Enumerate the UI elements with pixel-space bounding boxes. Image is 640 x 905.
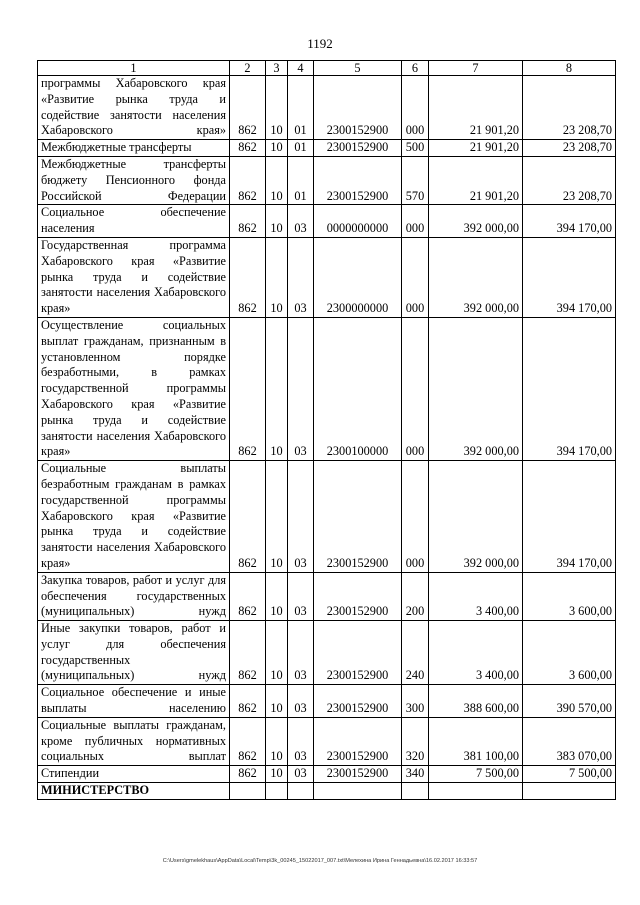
subsection-code: 03 (288, 317, 314, 460)
subsection-code: 03 (288, 461, 314, 573)
empty-cell (402, 783, 429, 800)
row-name: Государственная программа Хабаровского края «Развитие рынка труда и содействие занятости населения Хабаровского края» (38, 237, 230, 317)
column-header: 4 (288, 61, 314, 76)
amount-year-1: 388 600,00 (429, 685, 523, 718)
amount-year-2: 383 070,00 (523, 717, 616, 765)
expense-type-code: 000 (402, 461, 429, 573)
target-article-code: 2300152900 (314, 140, 402, 157)
column-header: 8 (523, 61, 616, 76)
amount-year-2: 23 208,70 (523, 140, 616, 157)
table-row (38, 205, 616, 238)
expense-type-code: 200 (402, 572, 429, 620)
empty-cell (429, 783, 523, 800)
expense-type-code: 300 (402, 685, 429, 718)
subsection-code: 03 (288, 237, 314, 317)
subsection-code: 01 (288, 140, 314, 157)
amount-year-2: 394 170,00 (523, 237, 616, 317)
section-code: 10 (266, 766, 288, 783)
section-code: 10 (266, 317, 288, 460)
admin-code: 862 (230, 572, 266, 620)
row-name: Социальные выплаты безработным гражданам в рамках государственной программы Хабаровского края «Развитие рынка труда и содействие занятости населения Хабаровского края» (38, 461, 230, 573)
row-name: Социальные выплаты гражданам, кроме публичных нормативных социальных выплат (38, 717, 230, 765)
subsection-code: 01 (288, 156, 314, 204)
amount-year-1: 392 000,00 (429, 461, 523, 573)
table-row (38, 237, 616, 317)
row-name: Социальное обеспечение населения (38, 205, 230, 238)
section-code: 10 (266, 685, 288, 718)
subsection-code: 03 (288, 205, 314, 238)
ministry-heading: МИНИСТЕРСТВО (38, 783, 230, 800)
expense-type-code: 320 (402, 717, 429, 765)
empty-cell (314, 783, 402, 800)
admin-code: 862 (230, 237, 266, 317)
admin-code: 862 (230, 156, 266, 204)
section-code: 10 (266, 76, 288, 140)
admin-code: 862 (230, 621, 266, 685)
row-name: Иные закупки товаров, работ и услуг для обеспечения государственных (муниципальных) нужд (38, 621, 230, 685)
table-row (38, 766, 616, 783)
amount-year-2: 394 170,00 (523, 317, 616, 460)
target-article-code: 2300152900 (314, 685, 402, 718)
expense-type-code: 500 (402, 140, 429, 157)
expense-type-code: 000 (402, 205, 429, 238)
empty-cell (288, 783, 314, 800)
expense-type-code: 000 (402, 317, 429, 460)
empty-cell (266, 783, 288, 800)
target-article-code: 2300000000 (314, 237, 402, 317)
admin-code: 862 (230, 717, 266, 765)
amount-year-1: 21 901,20 (429, 156, 523, 204)
file-path-footer: C:\Users\gmelekhaus\AppData\Local\Temp\3k_00245_15022017_007.txt\Мелехина Ирина Геннадьевна\16.02.2017 16:33:57 (162, 858, 478, 864)
page-number: 1192 (307, 36, 333, 51)
admin-code: 862 (230, 205, 266, 238)
empty-cell (230, 783, 266, 800)
amount-year-2: 394 170,00 (523, 205, 616, 238)
amount-year-1: 21 901,20 (429, 140, 523, 157)
section-code: 10 (266, 156, 288, 204)
row-name: программы Хабаровского края «Развитие рынка труда и содействие занятости населения Хабаровского края» (38, 76, 230, 140)
row-name: Социальное обеспечение и иные выплаты населению (38, 685, 230, 718)
table-row-ministry (38, 783, 616, 800)
amount-year-1: 381 100,00 (429, 717, 523, 765)
expense-type-code: 240 (402, 621, 429, 685)
subsection-code: 03 (288, 766, 314, 783)
row-name: Стипендии (38, 766, 230, 783)
table-row (38, 140, 616, 157)
subsection-code: 01 (288, 76, 314, 140)
expense-type-code: 000 (402, 76, 429, 140)
empty-cell (523, 783, 616, 800)
table-row (38, 717, 616, 765)
section-code: 10 (266, 717, 288, 765)
amount-year-2: 390 570,00 (523, 685, 616, 718)
section-code: 10 (266, 237, 288, 317)
amount-year-2: 3 600,00 (523, 572, 616, 620)
amount-year-2: 23 208,70 (523, 76, 616, 140)
target-article-code: 2300152900 (314, 76, 402, 140)
amount-year-1: 7 500,00 (429, 766, 523, 783)
target-article-code: 2300152900 (314, 621, 402, 685)
section-code: 10 (266, 140, 288, 157)
target-article-code: 2300152900 (314, 717, 402, 765)
table-row (38, 685, 616, 718)
section-code: 10 (266, 205, 288, 238)
amount-year-1: 3 400,00 (429, 621, 523, 685)
target-article-code: 0000000000 (314, 205, 402, 238)
column-header-row (38, 61, 616, 76)
table-row (38, 317, 616, 460)
admin-code: 862 (230, 461, 266, 573)
expense-type-code: 340 (402, 766, 429, 783)
target-article-code: 2300152900 (314, 156, 402, 204)
amount-year-1: 392 000,00 (429, 205, 523, 238)
amount-year-2: 394 170,00 (523, 461, 616, 573)
row-name: Осуществление социальных выплат гражданам, признанным в установленном порядке безработными, в рамках государственной программы Хабаровского края «Развитие рынка труда и содействие занятости населения Хабаровского края» (38, 317, 230, 460)
amount-year-1: 392 000,00 (429, 237, 523, 317)
admin-code: 862 (230, 140, 266, 157)
amount-year-2: 23 208,70 (523, 156, 616, 204)
amount-year-1: 21 901,20 (429, 76, 523, 140)
target-article-code: 2300152900 (314, 766, 402, 783)
column-header: 6 (402, 61, 429, 76)
amount-year-1: 3 400,00 (429, 572, 523, 620)
subsection-code: 03 (288, 717, 314, 765)
expense-type-code: 570 (402, 156, 429, 204)
row-name: Закупка товаров, работ и услуг для обеспечения государственных (муниципальных) нужд (38, 572, 230, 620)
section-code: 10 (266, 621, 288, 685)
admin-code: 862 (230, 76, 266, 140)
target-article-code: 2300152900 (314, 461, 402, 573)
amount-year-2: 3 600,00 (523, 621, 616, 685)
row-name: Межбюджетные трансферты бюджету Пенсионного фонда Российской Федерации (38, 156, 230, 204)
table-row (38, 156, 616, 204)
table-row (38, 572, 616, 620)
subsection-code: 03 (288, 572, 314, 620)
column-header: 5 (314, 61, 402, 76)
target-article-code: 2300152900 (314, 572, 402, 620)
table-row (38, 461, 616, 573)
section-code: 10 (266, 572, 288, 620)
row-name: Межбюджетные трансферты (38, 140, 230, 157)
amount-year-1: 392 000,00 (429, 317, 523, 460)
column-header: 7 (429, 61, 523, 76)
column-header: 2 (230, 61, 266, 76)
amount-year-2: 7 500,00 (523, 766, 616, 783)
table-row (38, 621, 616, 685)
table-row (38, 76, 616, 140)
subsection-code: 03 (288, 621, 314, 685)
subsection-code: 03 (288, 685, 314, 718)
section-code: 10 (266, 461, 288, 573)
budget-table (37, 60, 616, 800)
column-header: 1 (38, 61, 230, 76)
expense-type-code: 000 (402, 237, 429, 317)
column-header: 3 (266, 61, 288, 76)
target-article-code: 2300100000 (314, 317, 402, 460)
admin-code: 862 (230, 317, 266, 460)
admin-code: 862 (230, 766, 266, 783)
admin-code: 862 (230, 685, 266, 718)
